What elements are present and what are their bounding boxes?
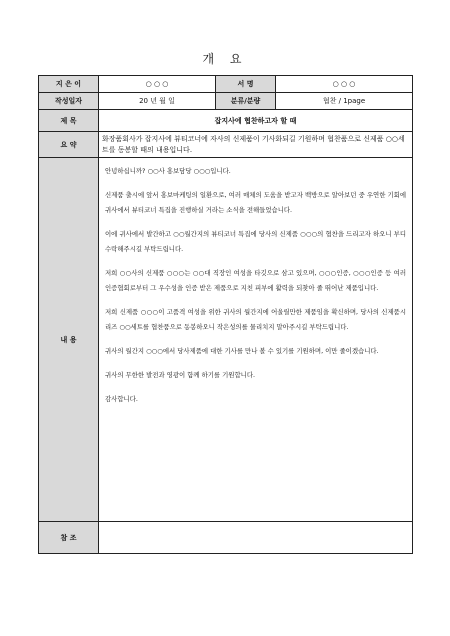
reference-value[interactable]	[99, 522, 413, 554]
paragraph: 안녕하십니까? ○○사 홍보담당 ○○○입니다.	[105, 167, 231, 175]
reference-label: 참 조	[39, 522, 99, 554]
date-label: 작성일자	[39, 93, 99, 110]
date-value[interactable]: 20 년 월 일	[99, 93, 216, 110]
paragraph: 감사합니다.	[105, 395, 138, 403]
content-body[interactable]	[99, 158, 413, 522]
paragraph: 신제품 출시에 앞서 홍보마케팅의 일환으로, 여러 매체의 도움을 받고자 백방으로 알아보던 중 우연한 기회에 귀사에서 뷰티코너 특집을 진행하실 거라는 소식을 전해들었습니다.	[105, 191, 406, 214]
signature-label: 서 명	[216, 76, 276, 93]
content-label: 내 용	[39, 158, 99, 522]
paragraph: 저희 ○○사의 신제품 ○○○는 ○○대 직장인 여성을 타깃으로 삼고 있으며, ○○○인증, ○○○인증 등 여러 인증협회로부터 그 우수성을 인증 받은 제품으로 지친 피부에 활력을 되찾아 줄 뛰어난 제품입니다.	[105, 269, 406, 292]
signature-value[interactable]: ○ ○ ○	[276, 76, 413, 93]
summary-form	[38, 75, 413, 554]
paragraph: 이에 귀사에서 발간하고 ○○월간지의 뷰티코너 특집에 당사의 신제품 ○○○의 협찬을 드리고자 하오니 부디 수락해주시길 부탁드립니다.	[105, 230, 406, 253]
author-value[interactable]: ○ ○ ○	[99, 76, 216, 93]
paragraph: 저희 신제품 ○○○이 고품격 여성을 위한 귀사의 월간지에 어울릴만한 제품임을 확신하며, 당사의 신제품시리즈 ○○세트를 협찬품으로 동봉하오니 작은성의를 물리치지 말아주시길 부탁드립니다.	[105, 308, 406, 331]
summary-value[interactable]: 화장품회사가 잡지사에 뷰티코너에 자사의 신제품이 기사화되길 기원하며 협찬품으로 신제품 ○○세트를 동봉할 때의 내용입니다.	[99, 132, 413, 158]
summary-label: 요 약	[39, 132, 99, 158]
category-label: 분류/분량	[216, 93, 276, 110]
paragraph: 귀사의 무한한 발전과 영광이 함께 하기를 기원합니다.	[105, 371, 256, 379]
subject-value[interactable]: 잡지사에 협찬하고자 할 때	[99, 110, 413, 132]
category-value[interactable]: 협찬 / 1page	[276, 93, 413, 110]
page-title: 개 요	[202, 52, 248, 66]
author-label: 지 은 이	[39, 76, 99, 93]
subject-label: 제 목	[39, 110, 99, 132]
paragraph: 귀사의 월간지 ○○○에서 당사제품에 대한 기사를 만나 볼 수 있기를 기원하며, 이만 줄이겠습니다.	[105, 347, 379, 355]
